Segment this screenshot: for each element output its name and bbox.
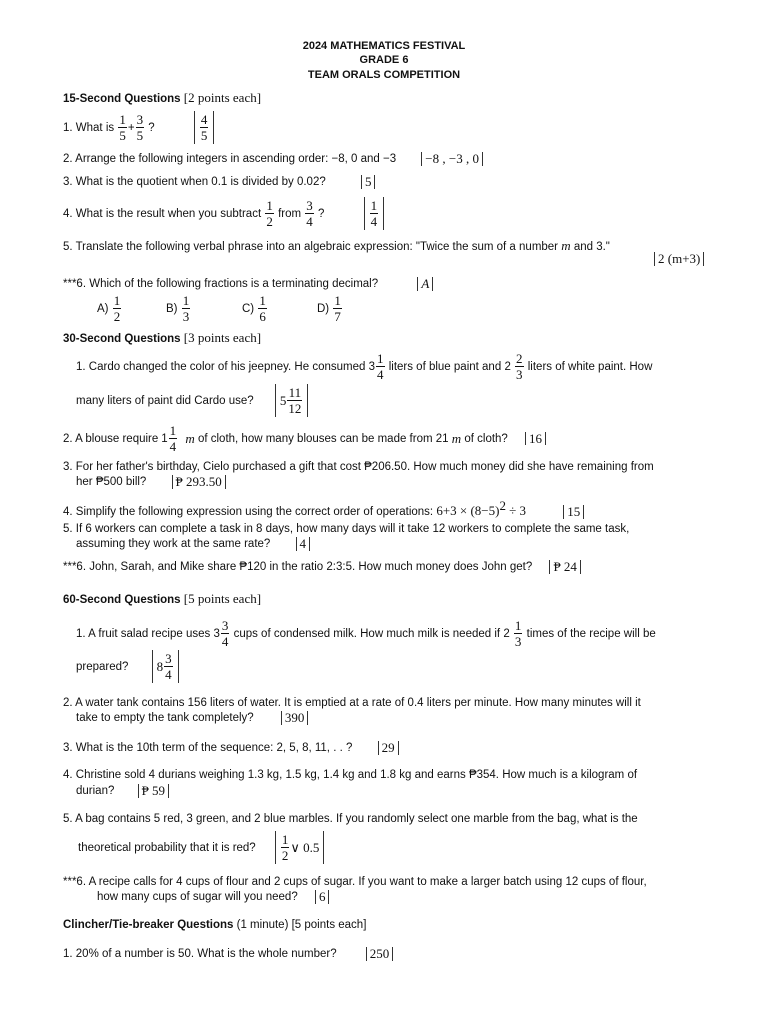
sec60-question-1: 1. A fruit salad recipe uses 3 $\frac{3}{4}$ cups of condensed milk. How much milk is needed if 2 $\frac{1}{3}$ times of the recipe will be xyxy=(76,618,656,649)
festival-title: 2024 MATHEMATICS FESTIVAL xyxy=(302,40,466,52)
sec15-question-2: 2. Arrange the following integers in ascending order: −8, 0 and −3 −8 , −3 , 0 xyxy=(63,152,483,166)
sec60-question-3: 3. What is the 10th term of the sequence: 2, 5, 8, 11, . . ? 29 xyxy=(63,741,399,755)
answer-bracket: 16 xyxy=(525,432,546,446)
answer-bracket: ₱ 59 xyxy=(138,784,169,798)
sec15-q5-answer xyxy=(654,252,704,266)
sec30-question-5-line2: assuming they work at the same rate? 4 xyxy=(76,537,310,551)
answer-bracket: 390 xyxy=(281,711,309,725)
sec30-question-5: 5. If 6 workers can complete a task in 8 days, how many days will it take 12 workers to complete the same task, xyxy=(63,523,630,535)
sec60-question-2-line2: take to empty the tank completely? 390 xyxy=(76,711,308,725)
sec60-question-1-line2: prepared? 8 $\frac{3}{4}$ xyxy=(76,650,179,683)
answer-bracket: ₱ 24 xyxy=(549,560,580,574)
sec60-question-4-line2: durian? ₱ 59 xyxy=(76,784,169,798)
answer-bracket: $\frac{1}{2}$ ∨ 0.5 xyxy=(275,831,325,864)
section-30-heading: 30-Second Questions [3 points each] xyxy=(63,330,262,345)
competition-title: TEAM ORALS COMPETITION xyxy=(307,69,461,81)
sec15-question-3: 3. What is the quotient when 0.1 is divided by 0.02? 5 xyxy=(63,175,375,189)
section-15-heading: 15-Second Questions [2 points each] xyxy=(63,90,262,105)
sec60-question-2: 2. A water tank contains 156 liters of water. It is emptied at a rate of 0.4 liters per minute. How many minutes will it xyxy=(63,697,641,709)
answer-bracket: $\frac{1}{4}$ xyxy=(364,197,385,230)
sec30-question-1: 1. Cardo changed the color of his jeepney. He consumed 3 $\frac{1}{4}$ liters of blue paint and 2 $\frac{2}{3}$ liters of white paint. How xyxy=(76,351,653,382)
option-d: D) $\frac{1}{7}$ xyxy=(317,293,341,324)
option-b: B) $\frac{1}{3}$ xyxy=(166,293,190,324)
answer-bracket: 5 xyxy=(361,175,376,189)
answer-bracket: 15 xyxy=(563,505,584,519)
sec30-question-4: 4. Simplify the following expression using the correct order of operations: $6+3 \times (8-5)^2 \div 3$ 15 xyxy=(63,498,584,519)
sec30-question-3-line2: her ₱500 bill? ₱ 293.50 xyxy=(76,475,226,489)
answer-bracket: 8 $\frac{3}{4}$ xyxy=(152,650,179,683)
sec60-question-6-line2: how many cups of sugar will you need? 6 xyxy=(97,890,329,904)
sec30-question-3: 3. For her father's birthday, Cielo purchased a gift that cost ₱206.50. How much money did she have remaining from xyxy=(63,461,654,473)
answer-bracket: 29 xyxy=(378,741,399,755)
sec30-question-1-line2: many liters of paint did Cardo use? 5 $\frac{11}{12}$ xyxy=(76,384,308,417)
sec15-question-4: 4. What is the result when you subtract $\frac{1}{2}$ from $\frac{3}{4}$ ? $\frac{1}{4}$ xyxy=(63,197,384,230)
sec60-question-4: 4. Christine sold 4 durians weighing 1.3 kg, 1.5 kg, 1.4 kg and 1.8 kg and earns ₱354. How much is a kilogram of xyxy=(63,769,638,781)
sec30-question-2: 2. A blouse require 1 $\frac{1}{4}$ m of cloth, how many blouses can be made from 21 m of cloth? 16 xyxy=(63,424,546,453)
sec60-question-6: ***6. A recipe calls for 4 cups of flour and 2 cups of sugar. If you want to make a larger batch using 12 cups of flour, xyxy=(63,876,647,888)
sec15-question-1: 1. What is $\frac{1}{5}$ + $\frac{3}{5}$ ? $\frac{4}{5}$ xyxy=(63,111,214,144)
sec60-question-5: 5. A bag contains 5 red, 3 green, and 2 blue marbles. If you randomly select one marble from the bag, what is the xyxy=(63,813,638,825)
clincher-heading: Clincher/Tie-breaker Questions (1 minute) [5 points each] xyxy=(63,919,367,931)
section-60-heading: 60-Second Questions [5 points each] xyxy=(63,591,262,606)
grade-title: GRADE 6 xyxy=(359,54,409,66)
answer-bracket: 2 (m+3) xyxy=(654,252,704,266)
option-a: A) $\frac{1}{2}$ xyxy=(97,293,121,324)
answer-bracket: ₱ 293.50 xyxy=(172,475,226,489)
sec15-question-6: ***6. Which of the following fractions is a terminating decimal? A xyxy=(63,277,433,291)
sec60-question-5-line2: theoretical probability that it is red? $\frac{1}{2}$ ∨ 0.5 xyxy=(78,831,324,864)
answer-bracket: A xyxy=(417,277,433,291)
sec15-question-5: 5. Translate the following verbal phrase into an algebraic expression: "Twice the sum of a number m and 3." xyxy=(63,238,610,253)
answer-bracket: 4 xyxy=(296,537,311,551)
option-c: C) $\frac{1}{6}$ xyxy=(242,293,266,324)
clincher-question-1: 1. 20% of a number is 50. What is the whole number? 250 xyxy=(63,947,393,961)
sec30-question-6: ***6. John, Sarah, and Mike share ₱120 in the ratio 2:3:5. How much money does John get? ₱ 24 xyxy=(63,560,581,574)
answer-bracket: $\frac{4}{5}$ xyxy=(194,111,215,144)
answer-bracket: 5 $\frac{11}{12}$ xyxy=(275,384,309,417)
answer-bracket: −8 , −3 , 0 xyxy=(421,152,483,166)
answer-bracket: 6 xyxy=(315,890,330,904)
answer-bracket: 250 xyxy=(366,947,394,961)
